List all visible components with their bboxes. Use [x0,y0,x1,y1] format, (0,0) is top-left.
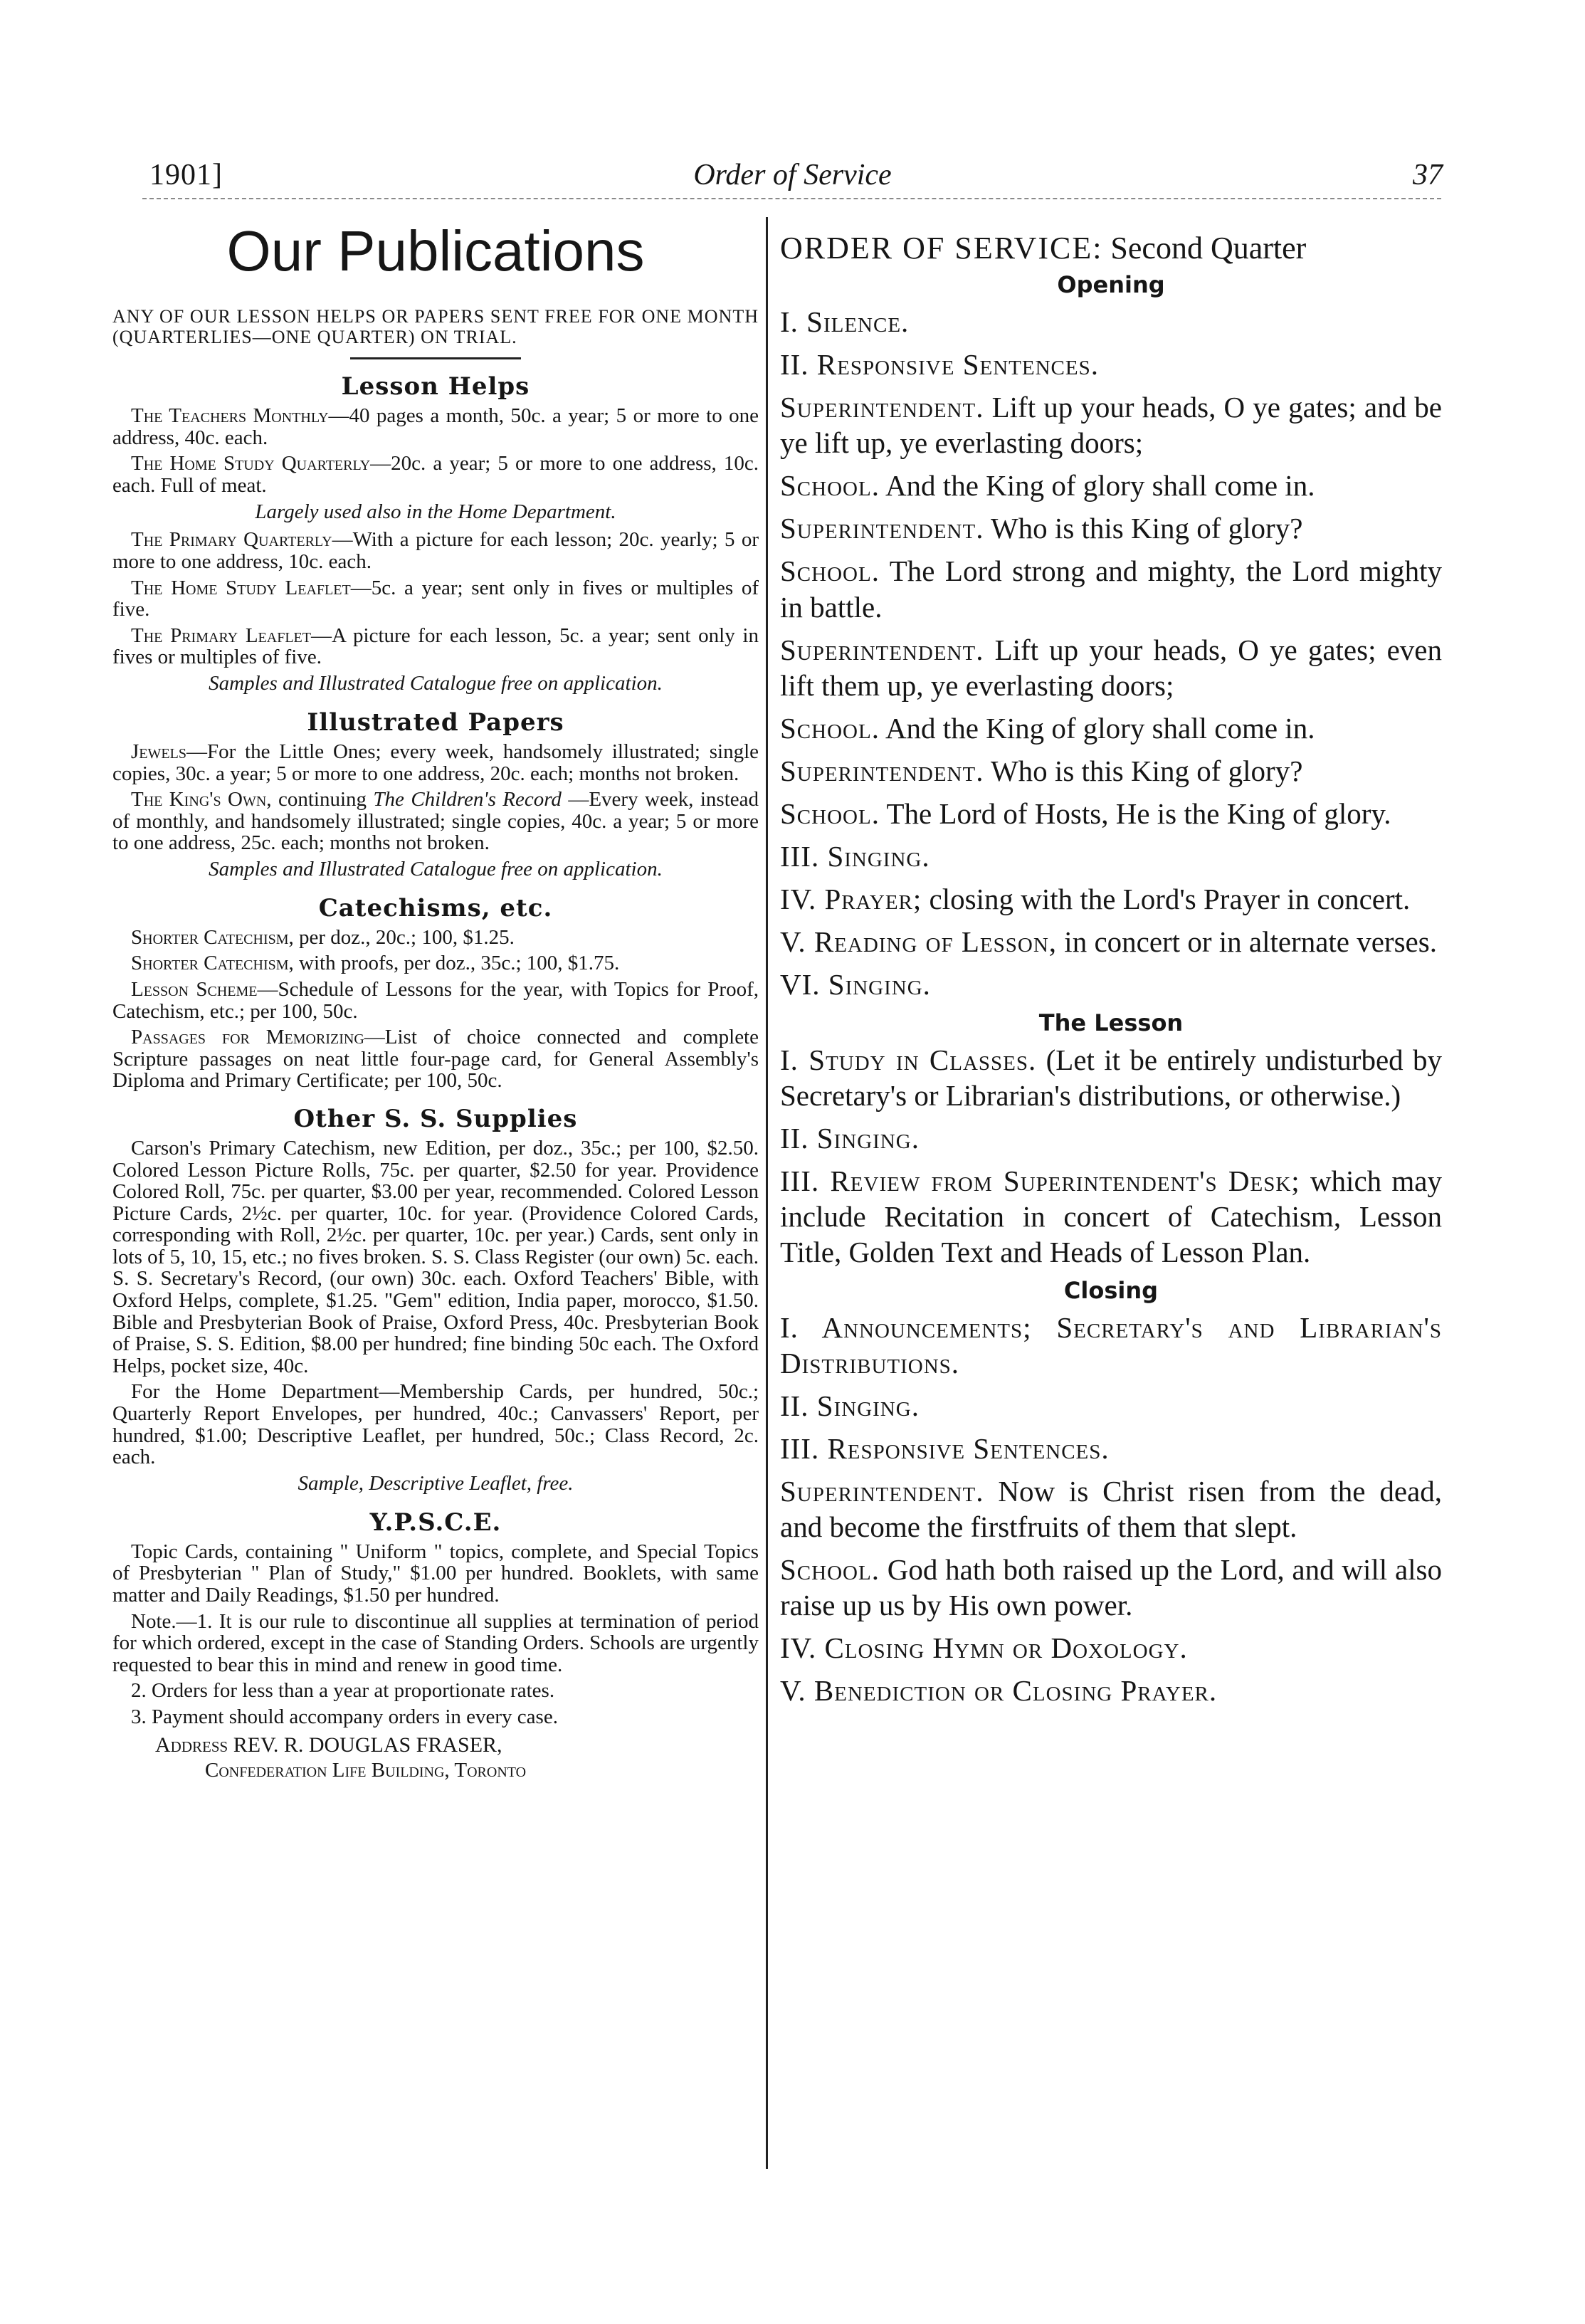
samples-note: Samples and Illustrated Catalogue free on application. [209,857,663,880]
service-line: Superintendent. Who is this King of glory? [780,754,1303,787]
service-line: V. Reading of Lesson, in concert or in alternate verses. [780,925,1437,958]
service-line: III. Review from Superintendent's Desk; which may include Recitation in concert of Catechism, Lesson Title, Golden Text and Heads of Lesson Plan. [780,1164,1442,1268]
service-line: I. Silence. [780,305,910,339]
catechisms-heading: Catechisms, etc. [318,893,553,922]
publication-entry: The Home Study Quarterly—20c. a year; 5 or more to one address, 10c. each. Full of meat. [112,452,759,497]
home-department-note: Largely used also in the Home Department. [255,500,616,523]
header-year: 1901] [149,159,223,191]
publication-entry: Passages for Memorizing—List of choice connected and complete Scripture passages on neat little four-page card, for General Assembly's Diploma and Primary Certificate; per 100, 50c. [112,1026,759,1093]
address-name: Address REV. R. DOUGLAS FRASER, [155,1733,502,1757]
service-line: School. The Lord of Hosts, He is the King of glory. [780,796,1391,830]
service-line: III. Responsive Sentences. [780,1431,1110,1465]
service-line: Superintendent. Lift up your heads, O ye gates; and be ye lift up, ye everlasting doors; [780,391,1442,460]
order-note-2: 2. Orders for less than a year at proportionate rates. [131,1679,555,1703]
topic-cards-entry: Topic Cards, containing " Uniform " topics, complete, and Special Topics of Presbyterian " Plan of Study," $1.00 per hundred. Booklets, with same matter and Daily Readings, $1.50 per hundred. [112,1540,759,1607]
closing-lines [780,1310,1442,1708]
home-department-supplies: For the Home Department—Membership Cards, per hundred, 50c.; Quarterly Report Envelopes, per hundred, 40c.; Canvassers' Report, per hundred, $1.00; Descriptive Leaflet, per hundred, 50c.; Class Record, 2c. each. [112,1380,759,1469]
order-note-3: 3. Payment should accompany orders in every case. [131,1705,558,1728]
ypsce-heading: Y.P.S.C.E. [369,1508,502,1537]
order-note-1: Note.—1. It is our rule to discontinue all supplies at termination of period for which ordered, except in the case of Standing Orders. Schools are urgently requested to bear this in mind and renew in good time. [112,1609,759,1676]
service-line: Superintendent. Lift up your heads, O ye gates; even lift them up, ye everlasting doors; [780,633,1442,702]
running-header [0,158,1585,208]
publication-entry: Shorter Catechism, with proofs, per doz., 35c.; 100, $1.75. [131,952,620,975]
header-rule [142,198,1441,199]
address-location: Confederation Life Building, Toronto [205,1759,527,1782]
service-line: V. Benediction or Closing Prayer. [780,1673,1218,1707]
publication-entry: The King's Own, continuing The Children's Record —Every week, instead of monthly, and handsomely illustrated; single copies, 40c. a year; 5 or more to one address, 25c. each; months not broken. [112,788,759,855]
sample-leaflet-note: Sample, Descriptive Leaflet, free. [297,1471,574,1495]
order-of-service-column [780,217,1442,2217]
service-line: III. Singing. [780,839,930,873]
service-line: IV. Closing Hymn or Doxology. [780,1631,1188,1664]
service-line: Superintendent. Who is this King of glory? [780,512,1303,545]
publications-title: Our Publications [226,219,645,283]
service-line: School. And the King of glory shall come in. [780,711,1315,745]
supplies-paragraph: Carson's Primary Catechism, new Edition, per doz., 35c.; per 100, $2.50. Colored Lesson Picture Rolls, 75c. per quarter, $2.50 for year. Providence Colored Roll, 75c. per quarter, $3.00 per year, recommended. Colored Lesson Picture Cards, 2½c. per quarter, 10c. for year. (Providence Colored Cards, corresponding with Roll, 2½c. per quarter, 10c. per year.) Cards, sent only in lots of 5, 10, 15, etc.; no fives broken. S. S. Class Register (our own) 5c. each. S. S. Secretary's Record, (our own) 30c. each. Oxford Teachers' Bible, with Oxford Helps, complete, $1.25. "Gem" edition, India paper, morocco, $1.50. Bible and Presbyterian Book of Praise, Oxford Press, 40c. Presbyterian Book of Praise, S. S. Edition, $8.00 per hundred; fine binding 50c each. The Oxford Helps, pocket size, 40c. [112,1136,759,1377]
publication-entry: The Primary Quarterly—With a picture for each lesson; 20c. yearly; 5 or more to one address, 10c. each. [112,528,759,574]
service-line: II. Responsive Sentences. [780,348,1099,382]
other-supplies-heading: Other S. S. Supplies [293,1104,578,1133]
publication-entry: Lesson Scheme—Schedule of Lessons for the year, with Topics for Proof, Catechism, etc.; per 100, 50c. [112,977,759,1023]
illustrated-papers-heading: Illustrated Papers [307,708,564,737]
service-line: School. God hath both raised up the Lord, and will also raise up us by His own power. [780,1552,1442,1621]
publications-column [112,217,759,2217]
lesson-helps-heading: Lesson Helps [341,372,530,401]
lesson-lines [780,1042,1442,1270]
service-line: I. Announcements; Secretary's and Librarian's Distributions. [780,1310,1442,1379]
closing-heading: Closing [1063,1276,1159,1304]
publication-entry: Jewels—For the Little Ones; every week, handsomely illustrated; single copies, 30c. a year; 5 or more to one address, 20c. each; months not broken. [112,740,759,785]
service-line: II. Singing. [780,1121,920,1155]
publication-entry: The Primary Leaflet—A picture for each lesson, 5c. a year; sent only in fives or multiples of five. [112,624,759,669]
opening-heading: Opening [1057,271,1165,299]
service-line: School. And the King of glory shall come in. [780,469,1315,503]
section-rule [350,357,521,359]
service-line: VI. Singing. [780,967,931,1001]
header-title: Order of Service [693,159,892,191]
service-line: I. Study in Classes. (Let it be entirely undisturbed by Secretary's or Librarian's distributions, or otherwise.) [780,1043,1442,1112]
publication-entry: The Teachers Monthly—40 pages a month, 50c. a year; 5 or more to one address, 40c. each. [112,404,759,449]
service-line: IV. Prayer; closing with the Lord's Prayer in concert. [780,882,1411,915]
publication-entry: The Home Study Leaflet—5c. a year; sent only in fives or multiples of five. [112,576,759,621]
publications-intro: ANY OF OUR LESSON HELPS OR PAPERS SENT FREE FOR ONE MONTH (QUARTERLIES—ONE QUARTER) ON TRIAL. [112,306,759,347]
service-line: School. The Lord strong and mighty, the Lord mighty in battle. [780,554,1442,624]
samples-note: Samples and Illustrated Catalogue free on application. [209,672,663,695]
service-line: Superintendent. Now is Christ risen from the dead, and become the firstfruits of them that slept. [780,1474,1442,1543]
header-page-number: 37 [1413,159,1443,191]
opening-lines [780,304,1442,1001]
order-of-service-title: ORDER OF SERVICE: Second Quarter [780,231,1307,265]
publication-entry: Shorter Catechism, per doz., 20c.; 100, $1.25. [131,925,515,949]
lesson-heading: The Lesson [1038,1009,1184,1036]
column-divider [766,217,768,2169]
service-line: II. Singing. [780,1389,920,1422]
